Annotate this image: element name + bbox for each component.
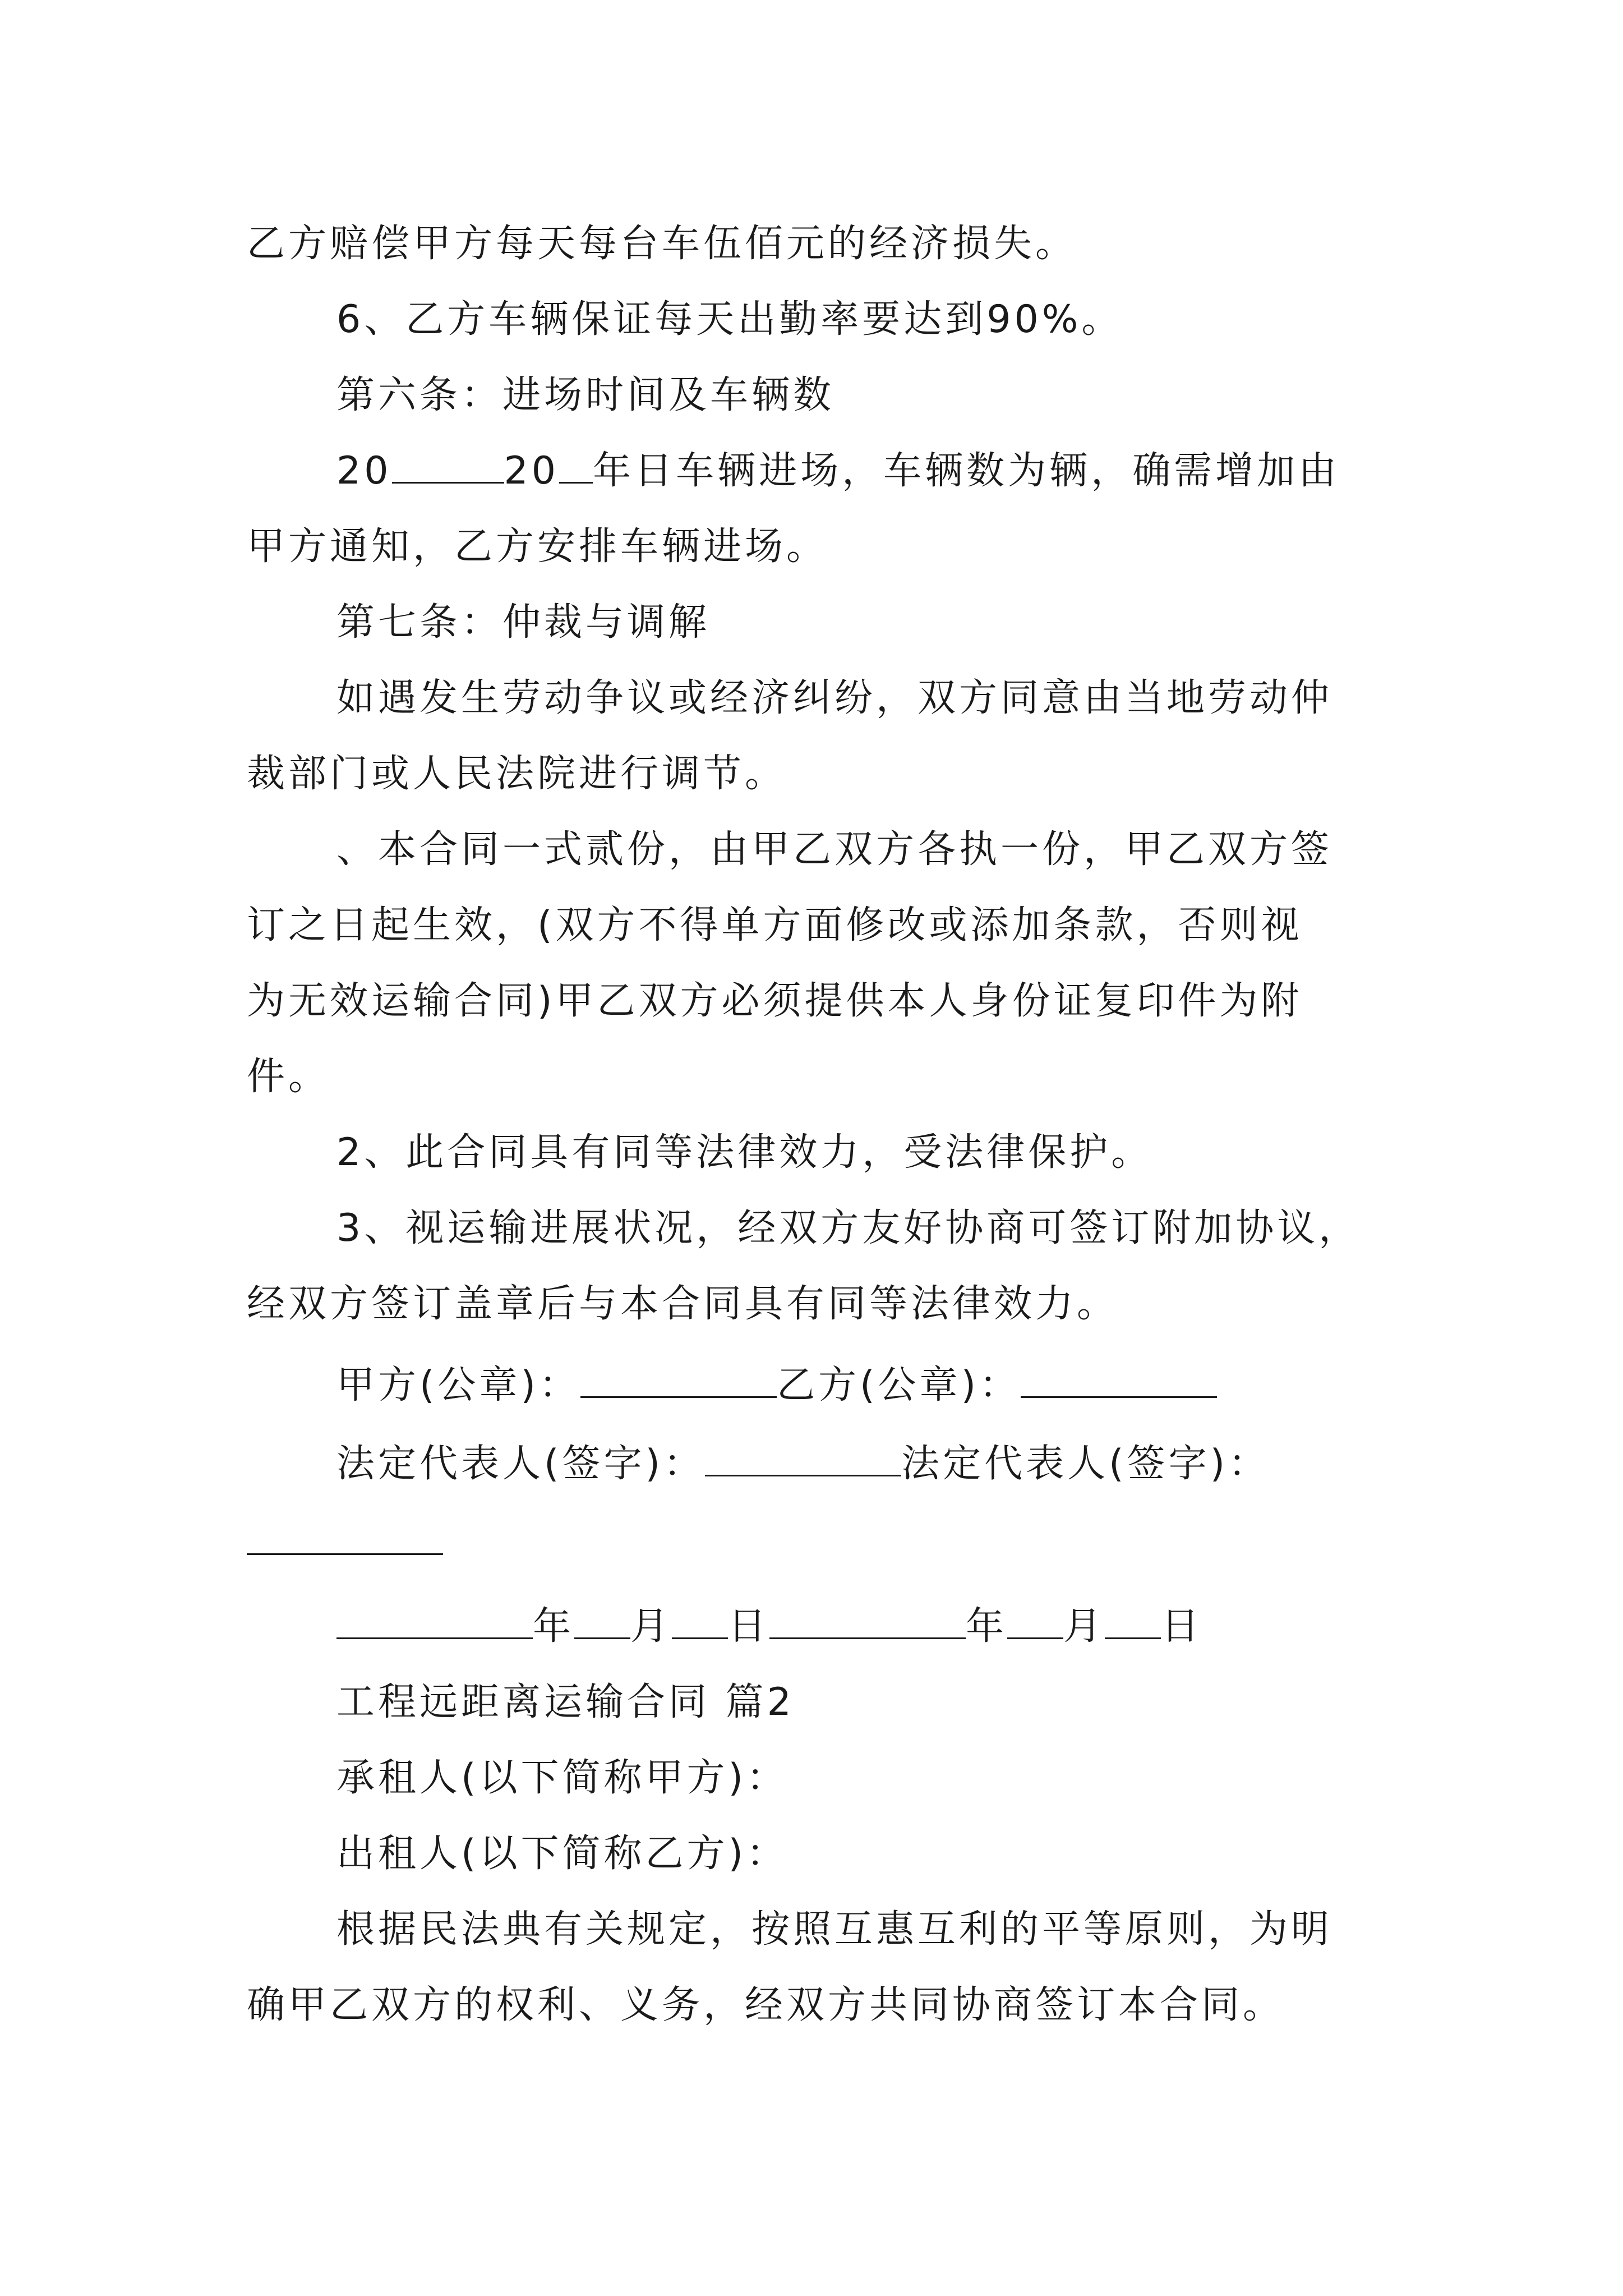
day-label: 日 [1161, 1604, 1203, 1649]
party-b-rep-label: 法定代表人(签字)： [901, 1442, 1270, 1486]
seal-line [336, 1363, 1217, 1408]
month-label: 月 [1063, 1604, 1105, 1649]
text-line [336, 449, 1340, 494]
party-b-seal-label: 乙方(公章)： [777, 1363, 1021, 1407]
text-line: 确甲乙双方的权利、义务，经双方共同协商签订本合同。 [247, 1983, 1285, 2027]
party-b-seal-blank [1021, 1364, 1217, 1398]
signature-continuation [247, 1520, 443, 1565]
text-line: 订之日起生效，(双方不得单方面修改或添加条款，否则视 [247, 903, 1303, 947]
year-label: 年 [533, 1604, 575, 1649]
lessee-line: 承租人(以下简称甲方)： [336, 1756, 789, 1800]
month-blank-1 [574, 1605, 630, 1639]
text-line: 件。 [247, 1055, 330, 1099]
text-line: 经双方签订盖章后与本合同具有同等法律效力。 [247, 1282, 1119, 1326]
month-blank-2 [1007, 1605, 1063, 1639]
day-blank-2 [1105, 1605, 1161, 1639]
year-label: 年 [966, 1604, 1008, 1649]
party-b-rep-blank [247, 1521, 443, 1555]
party-a-seal-blank [580, 1364, 777, 1398]
text-line: 如遇发生劳动争议或经济纠纷，双方同意由当地劳动仲 [336, 676, 1333, 720]
year-blank-2 [769, 1605, 966, 1639]
date-line [336, 1604, 1202, 1649]
section-heading: 第七条：仲裁与调解 [336, 600, 711, 645]
text-line: 甲方通知，乙方安排车辆进场。 [247, 524, 828, 569]
text-line: 3、视运输进展状况，经双方友好协商可签订附加协议， [336, 1206, 1361, 1250]
text-line: 6、乙方车辆保证每天出勤率要达到90%。 [336, 297, 1123, 342]
text-line: 、本合同一式贰份，由甲乙双方各执一份，甲乙双方签 [336, 827, 1333, 872]
text-line: 根据民法典有关规定，按照互惠互利的平等原则，为明 [336, 1907, 1333, 1952]
text-line: 裁部门或人民法院进行调节。 [247, 752, 787, 796]
party-a-rep-label: 法定代表人(签字)： [336, 1442, 706, 1486]
text-fragment: 年日车辆进场，车辆数为辆，确需增加由 [593, 449, 1340, 493]
day-label: 日 [728, 1604, 770, 1649]
year-prefix-2: 20 [504, 449, 560, 493]
blank-field [559, 449, 593, 484]
party-a-rep-blank [705, 1442, 901, 1476]
section-heading: 第六条：进场时间及车辆数 [336, 373, 835, 417]
year-prefix-1: 20 [336, 449, 392, 493]
text-line: 乙方赔偿甲方每天每台车伍佰元的经济损失。 [247, 222, 1077, 266]
year-blank-1 [336, 1605, 533, 1639]
text-line: 2、此合同具有同等法律效力，受法律保护。 [336, 1130, 1153, 1175]
day-blank-1 [672, 1605, 728, 1639]
text-line: 为无效运输合同)甲乙双方必须提供本人身份证复印件为附 [247, 979, 1303, 1023]
document-heading: 工程远距离运输合同 篇2 [336, 1680, 795, 1724]
month-label: 月 [630, 1604, 672, 1649]
lessor-line: 出租人(以下简称乙方)： [336, 1832, 789, 1876]
party-a-seal-label: 甲方(公章)： [336, 1363, 581, 1407]
blank-field [392, 449, 504, 484]
signature-line [336, 1442, 1270, 1487]
